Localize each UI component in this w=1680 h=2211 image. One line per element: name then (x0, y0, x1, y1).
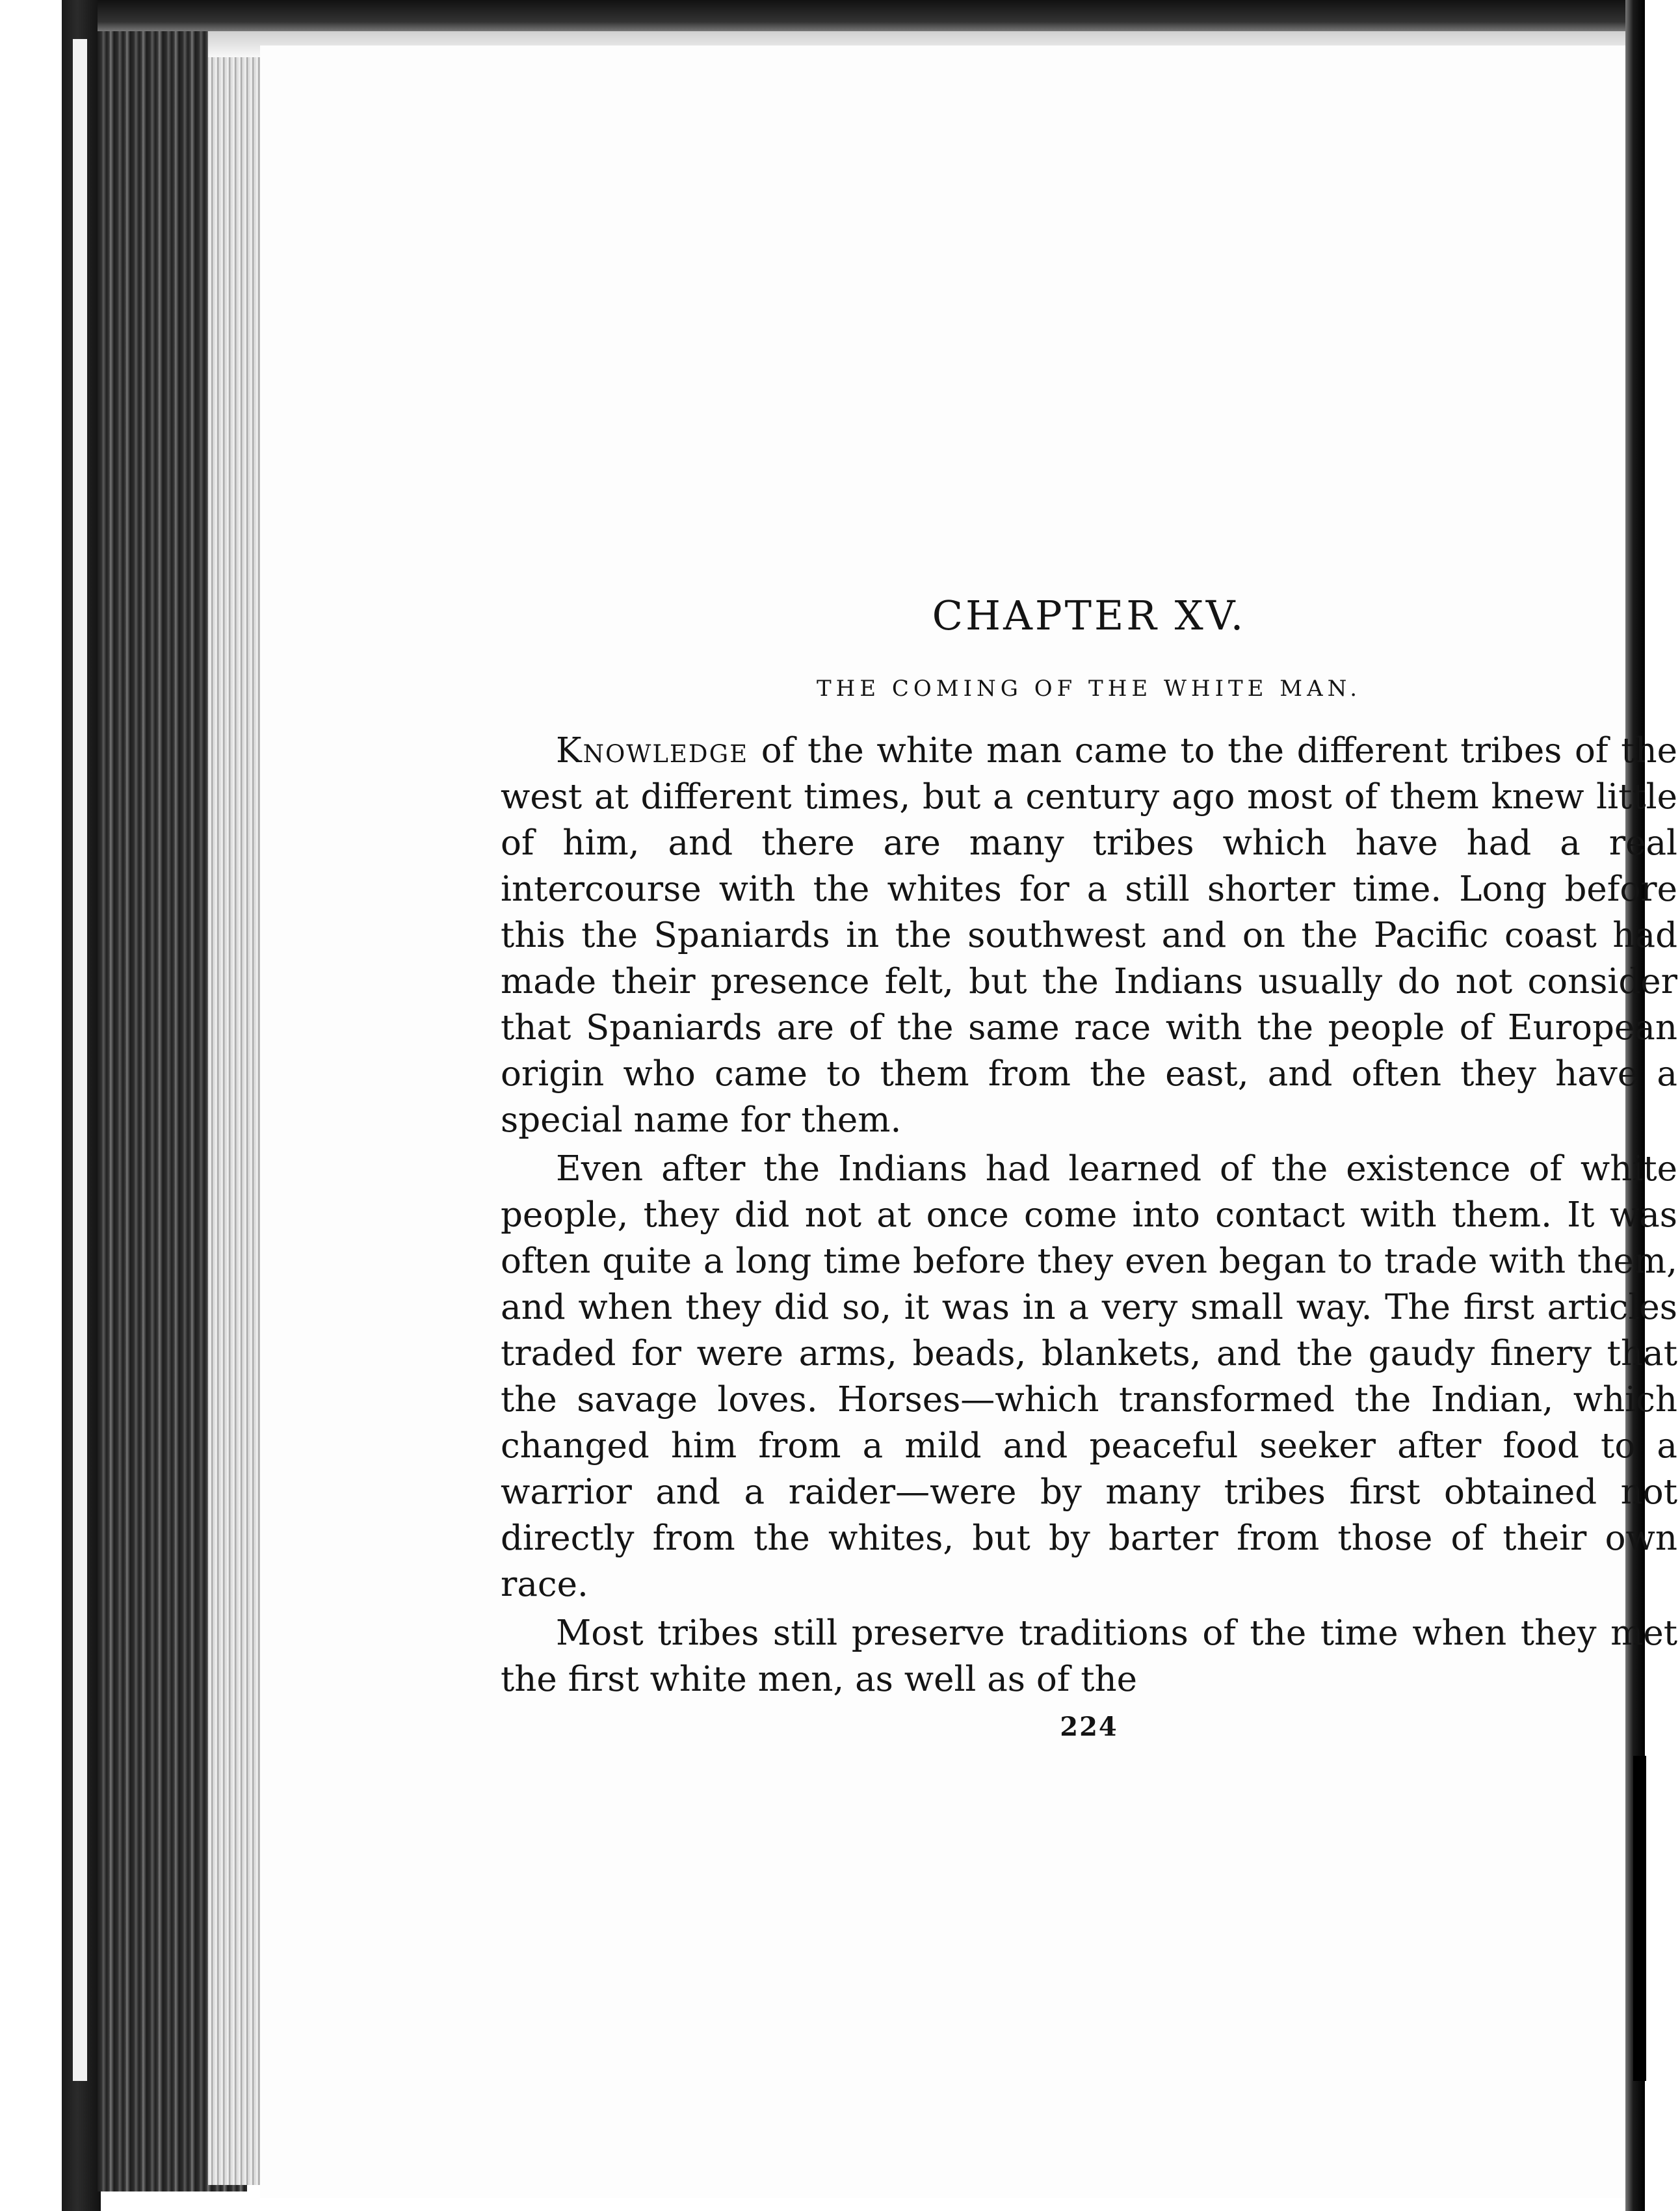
page-number: 224 (1060, 1712, 1118, 1742)
right-shadow-dark (1633, 1756, 1646, 2081)
paragraph-2: Even after the Indians had learned of the existence of white people, they did not at once come into contact with them. It was often quite a long time before they even began to trade with them, and when they did so, it was in a very small way. The first articles traded for were arms, beads, blankets, and the gaudy finery that the savage loves. Horses—which transformed the Indian, which changed him from a mild and peaceful seeker after food to a warrior and a raider—were by many tribes first obtained not directly from the whites, but by barter from those of their own race. (501, 1149, 1677, 1604)
top-shadow (98, 0, 1632, 31)
book-binding (0, 0, 98, 2211)
page-sheet (260, 46, 1677, 2198)
chapter-subtitle: THE COMING OF THE WHITE MAN. (816, 676, 1362, 702)
paragraph-3: Most tribes still preserve traditions of the time when they met the first white men, as well as of the (501, 1613, 1677, 1699)
binding-light-strip (73, 39, 87, 2081)
paragraph-1-lead-word: Knowledge (556, 731, 749, 771)
paragraph-1 (501, 728, 1677, 1143)
page-stack-edges-light (208, 39, 260, 2185)
page-content (501, 592, 1677, 1742)
paragraph-1-text: of the white man came to the different tribes of the west at different times, but a century ago most of them knew little of him, and there are many tribes which have had a real intercourse with the whites for a still shorter time. Long before this the Spaniards in the southwest and on the Pacific coast had made their presence felt, but the Indians usually do not consider that Spaniards are of the same race with the people of European origin who came to them from the east, and often they have a special name for them. (501, 731, 1677, 1140)
chapter-title: CHAPTER XV. (932, 592, 1246, 639)
